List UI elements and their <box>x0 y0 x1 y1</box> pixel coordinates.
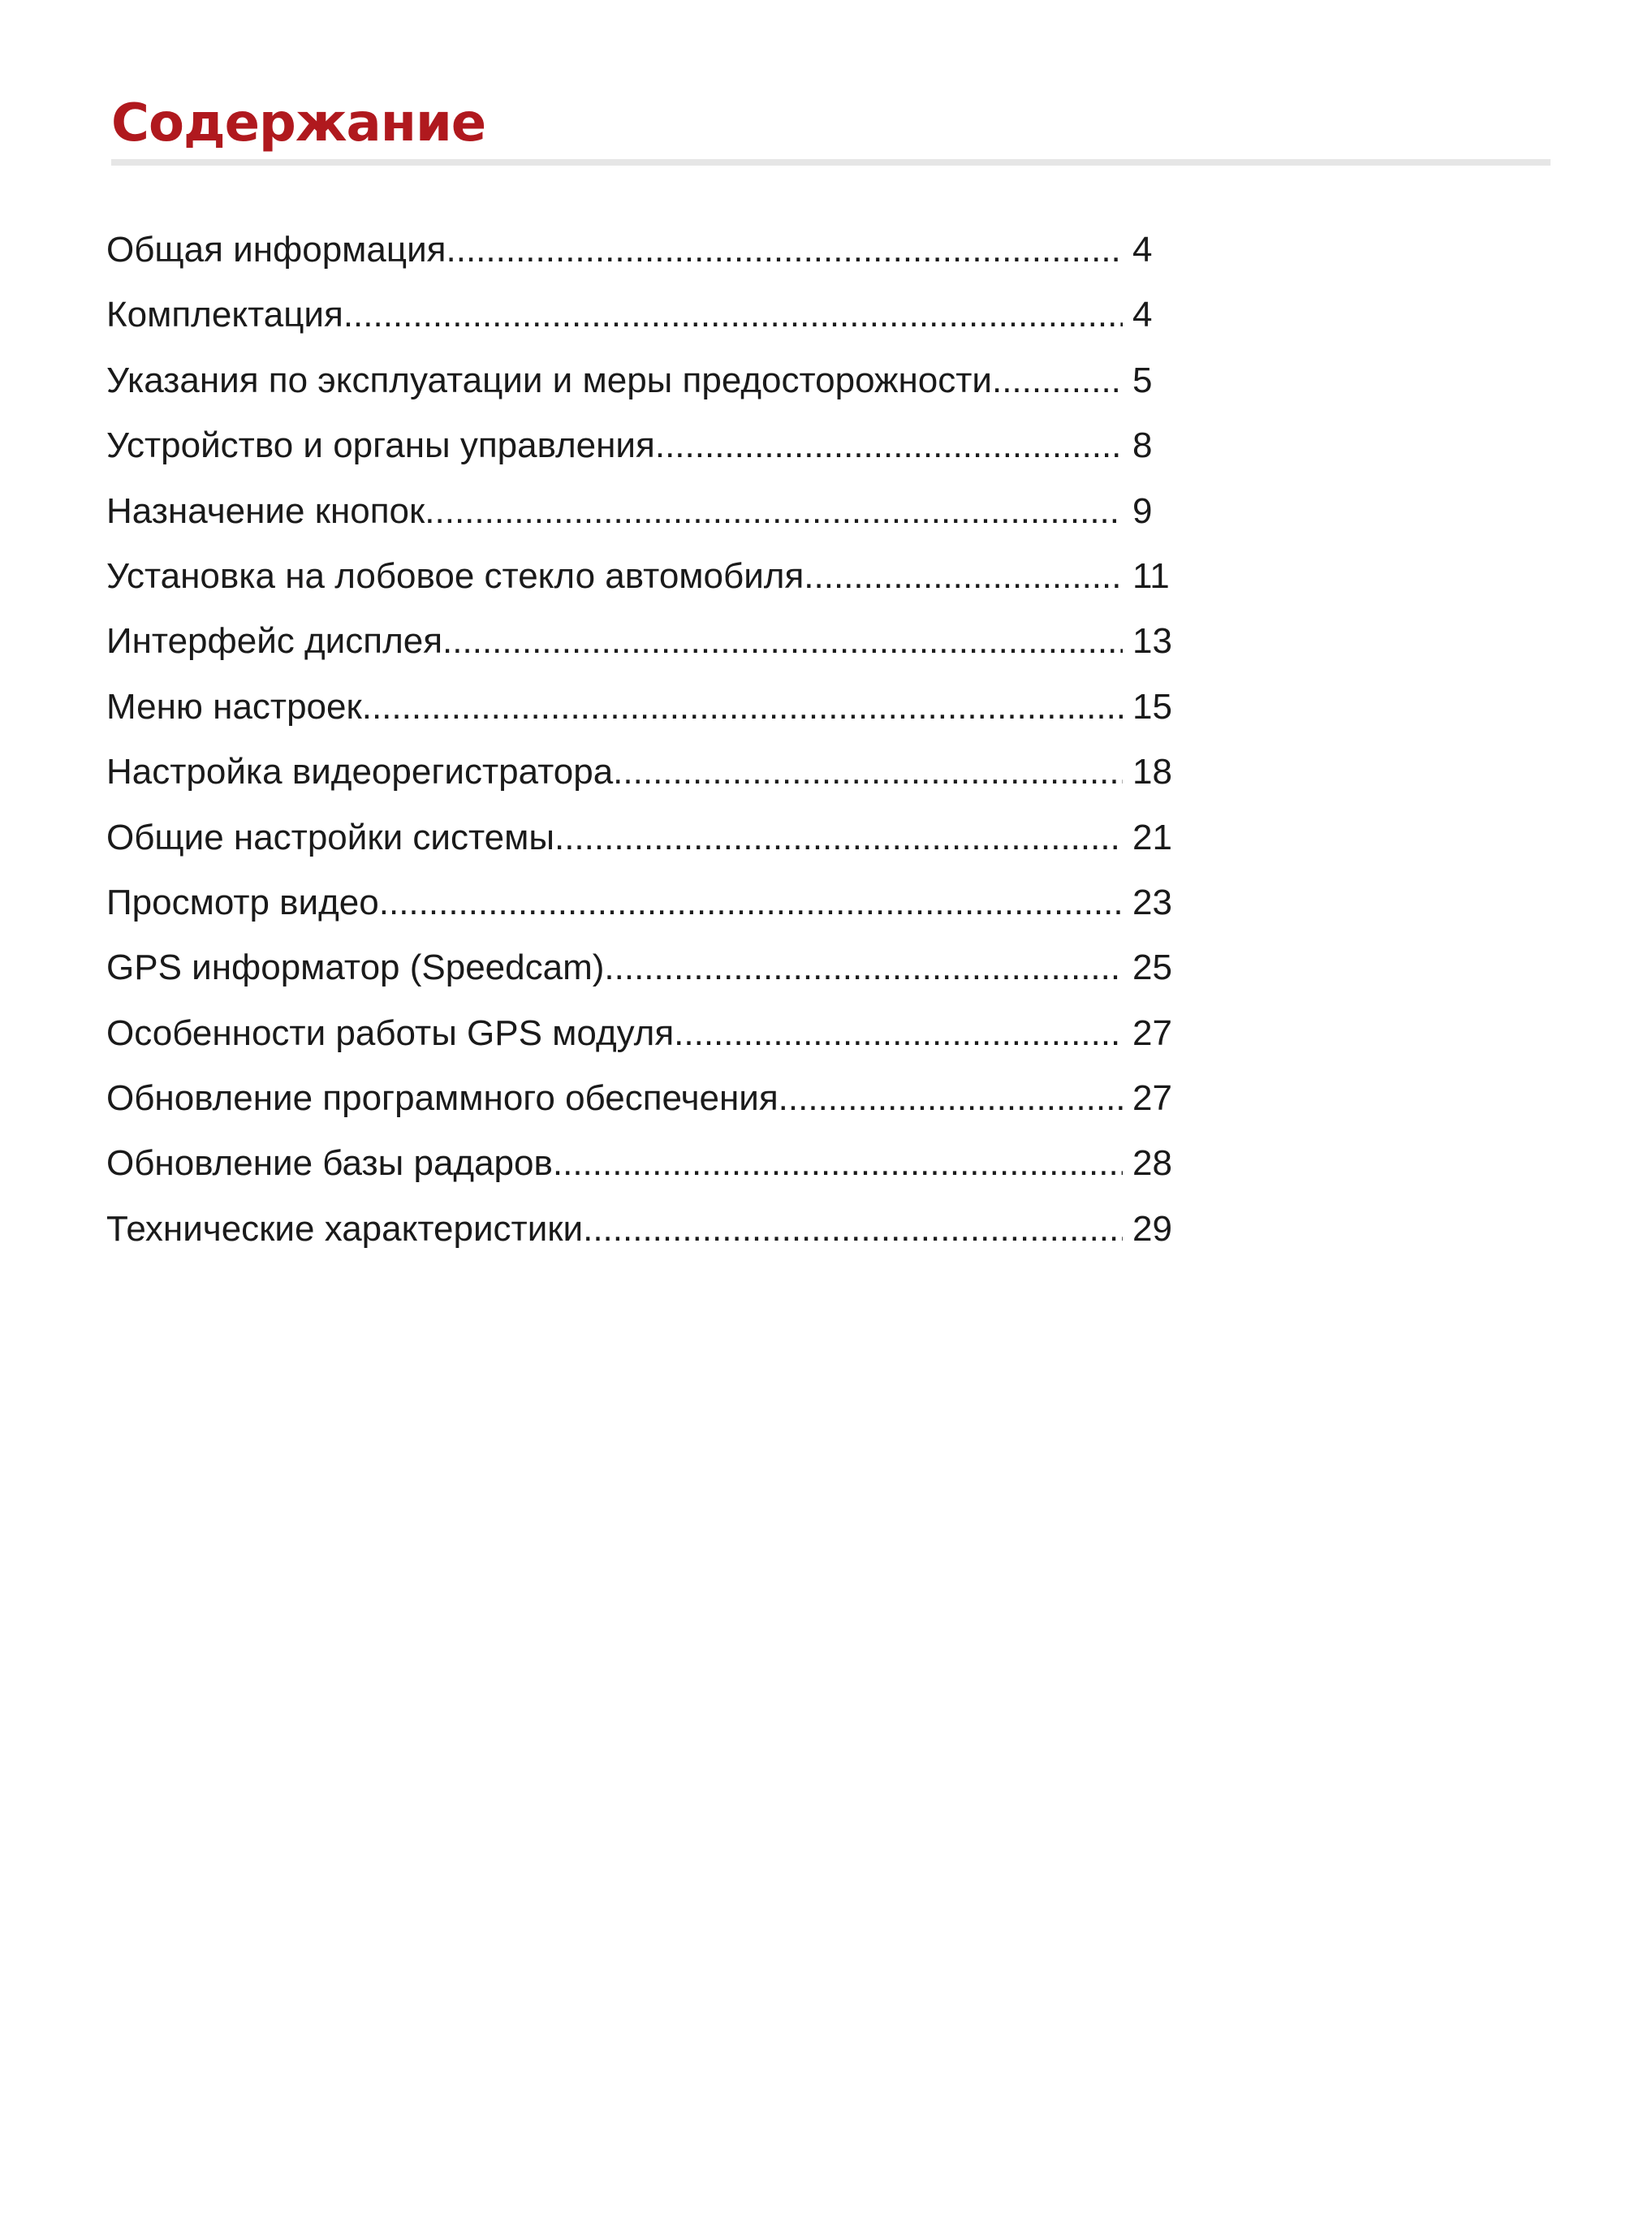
toc-entry-title: Назначение кнопок <box>106 490 425 531</box>
toc-dot-leader <box>804 544 1123 609</box>
page-title: Содержание <box>111 93 486 153</box>
toc-entry[interactable] <box>106 218 1178 283</box>
toc-dot-leader <box>604 935 1123 1000</box>
toc-dot-leader <box>992 348 1123 413</box>
toc-entry[interactable] <box>106 1001 1178 1066</box>
toc-dot-leader <box>425 479 1123 544</box>
toc-page-number: 27 <box>1132 1078 1172 1119</box>
toc-page-number: 18 <box>1132 752 1172 792</box>
table-of-contents <box>106 218 1178 1262</box>
toc-dot-leader <box>613 740 1123 805</box>
toc-entry[interactable] <box>106 935 1178 1000</box>
toc-entry-title: Интерфейс дисплея <box>106 621 443 662</box>
toc-entry[interactable] <box>106 740 1178 805</box>
toc-page-number: 8 <box>1132 425 1153 466</box>
toc-page-number: 4 <box>1132 230 1153 270</box>
toc-entry[interactable] <box>106 283 1178 348</box>
toc-entry-title: Настройка видеорегистратора <box>106 752 614 792</box>
toc-dot-leader <box>554 805 1123 870</box>
toc-dot-leader <box>343 283 1123 348</box>
toc-entry-title: Обновление программного обеспечения <box>106 1078 779 1119</box>
toc-dot-leader <box>362 675 1123 740</box>
toc-entry-title: Меню настроек <box>106 686 362 727</box>
toc-entry-title: Общие настройки системы <box>106 817 554 857</box>
toc-entry[interactable] <box>106 675 1178 740</box>
toc-entry-title: Технические характеристики <box>106 1208 584 1249</box>
toc-entry-title: Обновление базы радаров <box>106 1143 553 1184</box>
toc-page-number: 5 <box>1132 360 1153 400</box>
toc-page-number: 25 <box>1132 948 1172 988</box>
toc-page-number: 13 <box>1132 621 1172 662</box>
toc-dot-leader <box>446 218 1124 283</box>
toc-entry[interactable] <box>106 870 1178 935</box>
toc-entry-title: GPS информатор (Speedcam) <box>106 948 605 988</box>
toc-dot-leader <box>779 1066 1123 1131</box>
toc-entry[interactable] <box>106 1131 1178 1196</box>
toc-entry-title: Общая информация <box>106 230 446 270</box>
toc-page-number: 23 <box>1132 882 1172 922</box>
toc-page-number: 21 <box>1132 817 1172 857</box>
toc-entry[interactable] <box>106 413 1178 478</box>
toc-entry[interactable] <box>106 1066 1178 1131</box>
toc-page-number: 29 <box>1132 1208 1172 1249</box>
toc-entry[interactable] <box>106 805 1178 870</box>
toc-entry[interactable] <box>106 479 1178 544</box>
toc-entry[interactable] <box>106 348 1178 413</box>
toc-entry-title: Установка на лобовое стекло автомобиля <box>106 555 804 596</box>
heading-divider <box>111 159 1551 166</box>
toc-entry-title: Устройство и органы управления <box>106 425 655 466</box>
toc-entry-title: Указания по эксплуатации и меры предосторожности <box>106 360 992 400</box>
toc-page-number: 11 <box>1132 555 1170 596</box>
toc-page-number: 27 <box>1132 1012 1172 1053</box>
toc-page-number: 15 <box>1132 686 1172 727</box>
toc-entry[interactable] <box>106 1197 1178 1262</box>
toc-page-number: 9 <box>1132 490 1153 531</box>
toc-dot-leader <box>442 609 1123 674</box>
toc-dot-leader <box>583 1197 1123 1262</box>
toc-entry[interactable] <box>106 609 1178 674</box>
toc-entry-title: Комплектация <box>106 295 343 335</box>
toc-dot-leader <box>553 1131 1123 1196</box>
toc-entry-title: Особенности работы GPS модуля <box>106 1012 675 1053</box>
toc-entry-title: Просмотр видео <box>106 882 379 922</box>
toc-entry[interactable] <box>106 544 1178 609</box>
toc-dot-leader <box>674 1001 1123 1066</box>
toc-dot-leader <box>379 870 1123 935</box>
toc-dot-leader <box>655 413 1123 478</box>
toc-page-number: 28 <box>1132 1143 1172 1184</box>
toc-page-number: 4 <box>1132 295 1153 335</box>
